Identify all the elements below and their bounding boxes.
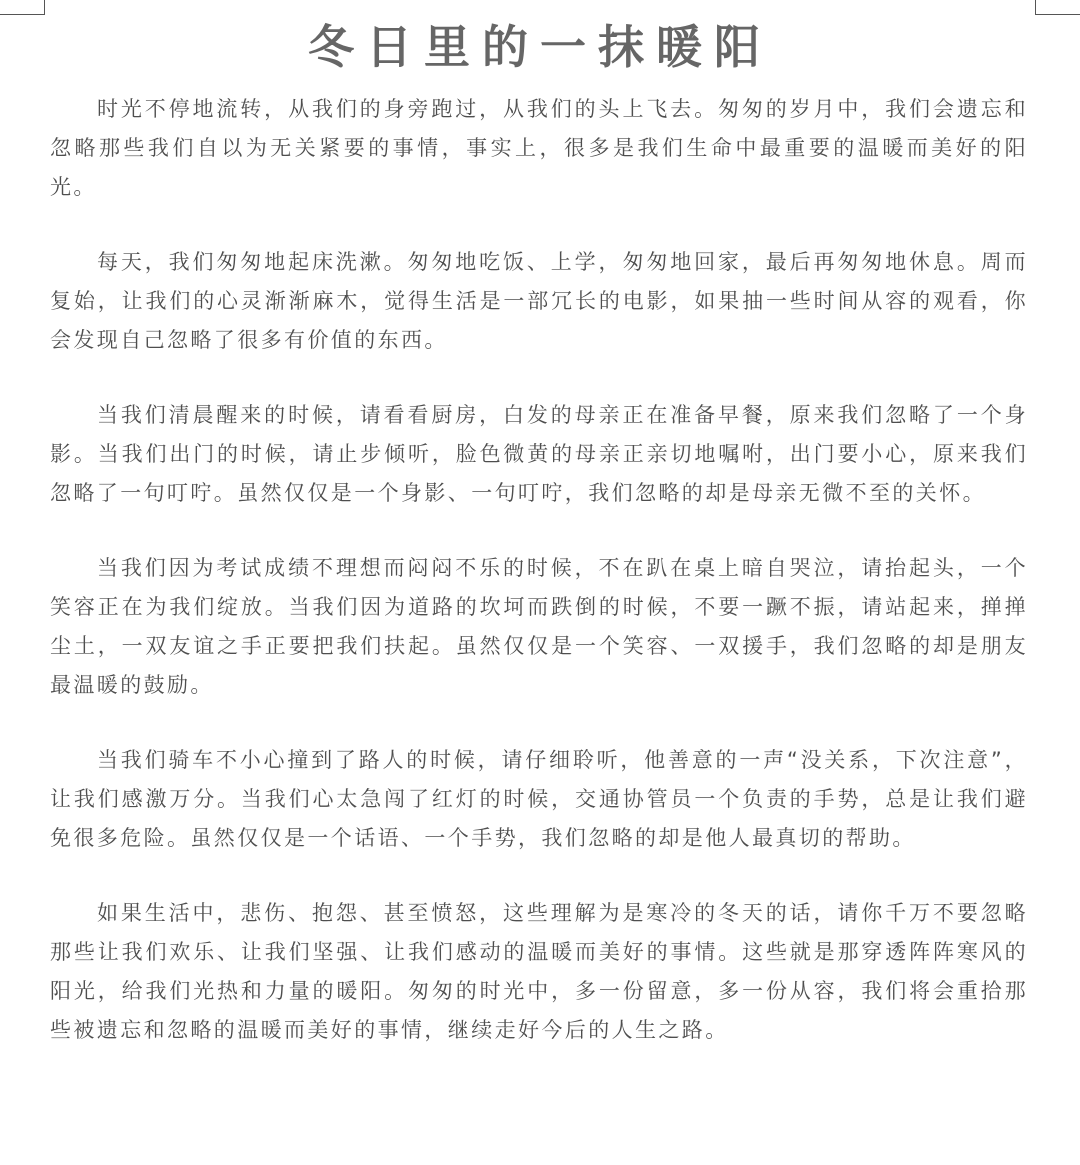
paragraph-6: 如果生活中，悲伤、抱怨、甚至愤怒，这些理解为是寒冷的冬天的话，请你千万不要忽略那些让我们欢乐、让我们坚强、让我们感动的温暖而美好的事情。这些就是那穿透阵阵寒风的阳光，给我们光热和力量的暖阳。匆匆的时光中，多一份留意，多一份从容，我们将会重拾那些被遗忘和忽略的温暖而美好的事情，继续走好今后的人生之路。 — [50, 901, 1028, 1042]
paragraph-3: 当我们清晨醒来的时候，请看看厨房，白发的母亲正在准备早餐，原来我们忽略了一个身影。当我们出门的时候，请止步倾听，脸色微黄的母亲正亲切地嘱咐，出门要小心，原来我们忽略了一句叮咛。虽然仅仅是一个身影、一句叮咛，我们忽略的却是母亲无微不至的关怀。 — [50, 403, 1028, 505]
paragraph-1: 时光不停地流转，从我们的身旁跑过，从我们的头上飞去。匆匆的岁月中，我们会遗忘和忽略那些我们自以为无关紧要的事情，事实上，很多是我们生命中最重要的温暖而美好的阳光。 — [50, 97, 1028, 199]
paragraph-5: 当我们骑车不小心撞到了路人的时候，请仔细聆听，他善意的一声“没关系，下次注意”，让我们感激万分。当我们心太急闯了红灯的时候，交通协管员一个负责的手势，总是让我们避免很多危险。虽然仅仅是一个话语、一个手势，我们忽略的却是他人最真切的帮助。 — [50, 748, 1028, 850]
paragraph-2: 每天，我们匆匆地起床洗漱。匆匆地吃饭、上学，匆匆地回家，最后再匆匆地休息。周而复始，让我们的心灵渐渐麻木，觉得生活是一部冗长的电影，如果抽一些时间从容的观看，你会发现自己忽略了很多有价值的东西。 — [50, 250, 1028, 352]
document-title: 冬日里的一抹暖阳 — [308, 20, 772, 74]
document-body — [50, 90, 1028, 1086]
paragraph-4: 当我们因为考试成绩不理想而闷闷不乐的时候，不在趴在桌上暗自哭泣，请抬起头，一个笑容正在为我们绽放。当我们因为道路的坎坷而跌倒的时候，不要一蹶不振，请站起来，掸掸尘土，一双友谊之手正要把我们扶起。虽然仅仅是一个笑容、一双援手，我们忽略的却是朋友最温暖的鼓励。 — [50, 556, 1028, 697]
